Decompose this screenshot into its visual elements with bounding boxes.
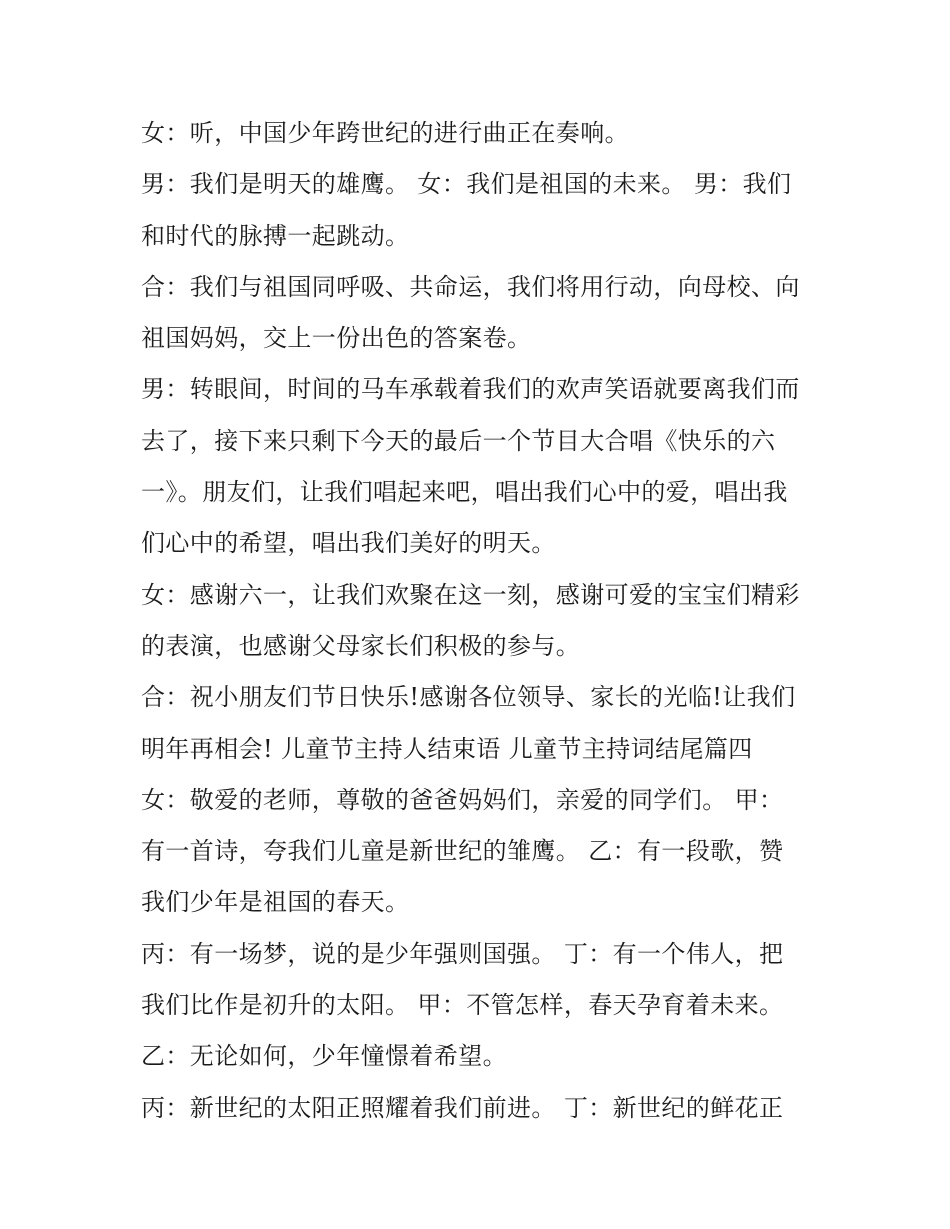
text-line: 乙：无论如何，少年憧憬着希望。 xyxy=(141,1042,507,1071)
text-line: 和时代的脉搏一起跳动。 xyxy=(141,221,410,250)
text-line: 祖国妈妈，交上一份出色的答案卷。 xyxy=(141,324,532,353)
text-line: 女：感谢六一，让我们欢聚在这一刻，感谢可爱的宝宝们精彩 xyxy=(141,580,800,609)
text-line: 我们少年是祖国的春天。 xyxy=(141,888,410,917)
document-body xyxy=(141,108,821,1134)
text-line: 男：转眼间，时间的马车承载着我们的欢声笑语就要离我们而 xyxy=(141,375,800,404)
text-line: 有一首诗，夸我们儿童是新世纪的雏鹰。 乙：有一段歌，赞 xyxy=(141,837,784,866)
text-line: 一》。朋友们，让我们唱起来吧，唱出我们心中的爱，唱出我 xyxy=(141,478,788,507)
text-line: 明年再相会! 儿童节主持人结束语 儿童节主持词结尾篇四 xyxy=(141,734,753,763)
text-line: 我们比作是初升的太阳。 甲：不管怎样，春天孕育着未来。 xyxy=(141,991,784,1020)
text-line: 丙：新世纪的太阳正照耀着我们前进。 丁：新世纪的鲜花正 xyxy=(141,1093,784,1122)
text-line: 们心中的希望，唱出我们美好的明天。 xyxy=(141,529,556,558)
text-line: 合：祝小朋友们节日快乐!感谢各位领导、家长的光临!让我们 xyxy=(141,683,796,712)
text-line: 女：敬爱的老师，尊敬的爸爸妈妈们，亲爱的同学们。 甲： xyxy=(141,785,784,814)
text-line: 的表演，也感谢父母家长们积极的参与。 xyxy=(141,631,581,660)
text-line: 合：我们与祖国同呼吸、共命运，我们将用行动，向母校、向 xyxy=(141,272,800,301)
text-line: 女：听，中国少年跨世纪的进行曲正在奏响。 xyxy=(141,119,629,147)
text-line: 丙：有一场梦，说的是少年强则国强。 丁：有一个伟人，把 xyxy=(141,939,784,968)
text-line: 男：我们是明天的雄鹰。 女：我们是祖国的未来。 男：我们 xyxy=(141,170,792,199)
text-line: 去了，接下来只剩下今天的最后一个节目大合唱《快乐的六 xyxy=(141,426,776,455)
